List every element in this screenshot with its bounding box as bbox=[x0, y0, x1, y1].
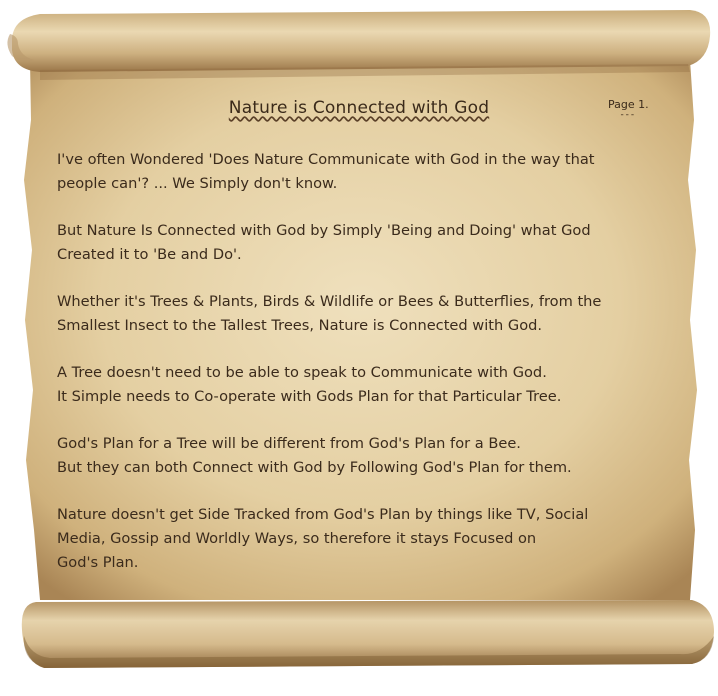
paragraph bbox=[57, 219, 672, 267]
text-line: But they can both Connect with God by Following God's Plan for them. bbox=[57, 459, 572, 476]
text-line: God's Plan for a Tree will be different from God's Plan for a Bee. bbox=[57, 435, 521, 452]
text-line: I've often Wondered 'Does Nature Communicate with God in the way that bbox=[57, 151, 595, 168]
text-line: Whether it's Trees & Plants, Birds & Wildlife or Bees & Butterflies, from the bbox=[57, 293, 602, 310]
text-line: people can'? ... We Simply don't know. bbox=[57, 175, 338, 192]
page-marker: --- bbox=[620, 110, 637, 120]
text-line: It Simple needs to Co-operate with Gods Plan for that Particular Tree. bbox=[57, 388, 562, 405]
text-line: Created it to 'Be and Do'. bbox=[57, 246, 242, 263]
text-line: But Nature Is Connected with God by Simply 'Being and Doing' what God bbox=[57, 222, 591, 239]
paragraph bbox=[57, 290, 672, 338]
text-line: Smallest Insect to the Tallest Trees, Nature is Connected with God. bbox=[57, 317, 543, 334]
paragraph bbox=[57, 148, 672, 196]
paragraph bbox=[57, 432, 672, 480]
text-line: Media, Gossip and Worldly Ways, so therefore it stays Focused on bbox=[57, 530, 537, 547]
paragraph bbox=[57, 361, 672, 409]
text-line: A Tree doesn't need to be able to speak to Communicate with God. bbox=[57, 364, 547, 381]
page-number bbox=[608, 98, 649, 119]
paragraph bbox=[57, 503, 672, 575]
text-line: Nature doesn't get Side Tracked from God's Plan by things like TV, Social bbox=[57, 506, 589, 523]
body-text bbox=[57, 148, 672, 598]
page-label: Page 1. bbox=[608, 98, 649, 111]
page-title: Nature is Connected with God bbox=[228, 98, 490, 118]
top-roll bbox=[12, 10, 710, 72]
text-line: God's Plan. bbox=[57, 554, 139, 571]
